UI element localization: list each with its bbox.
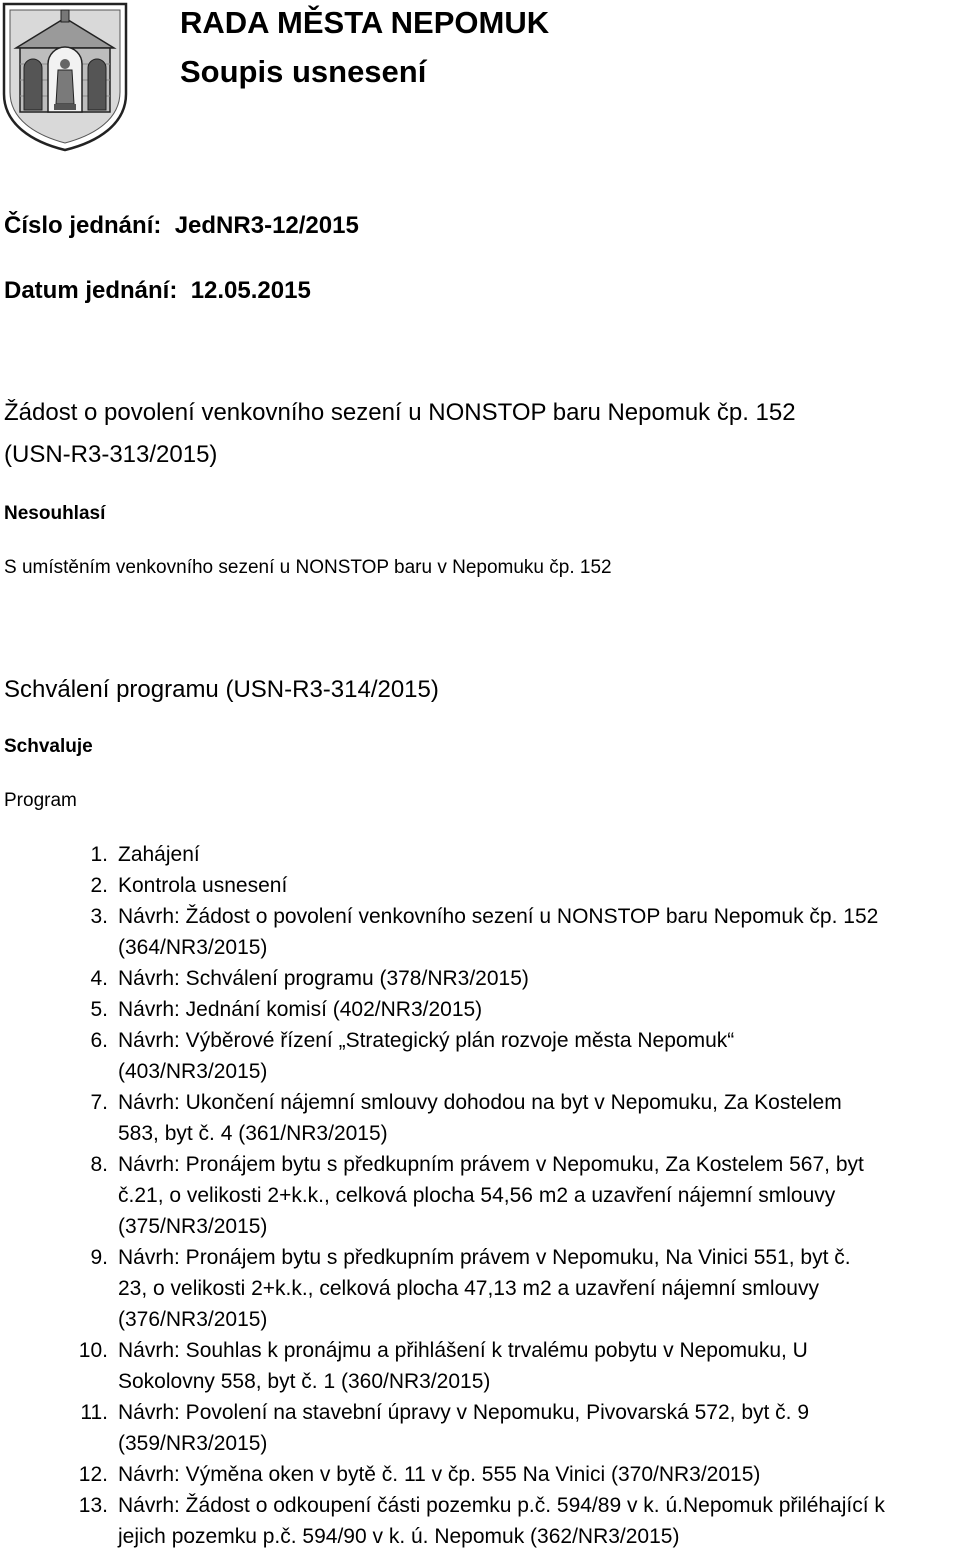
council-title: RADA MĚSTA NEPOMUK: [180, 5, 550, 40]
agenda-item-text: Návrh: Jednání komisí (402/NR3/2015): [118, 998, 483, 1021]
agenda-item-text: Návrh: Výměna oken v bytě č. 11 v čp. 555 Na Vinici (370/NR3/2015): [118, 1463, 761, 1486]
agenda-item-text: Návrh: Žádost o odkoupení části pozemku p.č. 594/89 v k. ú.Nepomuk přiléhající k: [118, 1494, 885, 1517]
meeting-number-value: JedNR3-12/2015: [174, 212, 359, 239]
resolution-text: Program: [4, 790, 77, 811]
agenda-item: [60, 839, 960, 870]
agenda-item-text: 23, o velikosti 2+k.k., celková plocha 47,13 m2 a uzavření nájemní smlouvy: [118, 1277, 819, 1300]
agenda-item-number: 12.: [78, 1463, 108, 1486]
agenda-item-number: 5.: [90, 998, 108, 1021]
agenda-item-number: 13.: [78, 1494, 108, 1517]
agenda-item: [60, 994, 960, 1025]
agenda-item: [60, 1459, 960, 1490]
agenda-item-text: (359/NR3/2015): [118, 1432, 268, 1455]
agenda-item: [60, 870, 960, 901]
resolution-number: (USN-R3-313/2015): [4, 441, 218, 468]
resolution-verdict: Schvaluje: [4, 736, 93, 757]
agenda-item-number: 2.: [90, 874, 108, 897]
agenda-item-number: 6.: [90, 1029, 108, 1052]
city-crest-icon: [2, 2, 128, 152]
agenda-item-text: č.21, o velikosti 2+k.k., celková plocha 54,56 m2 a uzavření nájemní smlouvy: [118, 1184, 836, 1207]
meeting-number: [4, 211, 359, 241]
agenda-item-text: (375/NR3/2015): [118, 1215, 268, 1238]
agenda-item-text: Sokolovny 558, byt č. 1 (360/NR3/2015): [118, 1370, 491, 1393]
agenda-item-text: Zahájení: [118, 843, 200, 866]
agenda-item-text: Návrh: Souhlas k pronájmu a přihlášení k trvalému pobytu v Nepomuku, U: [118, 1339, 808, 1362]
agenda-item: [60, 1490, 960, 1552]
agenda-item-number: 4.: [90, 967, 108, 990]
agenda-item: [60, 1025, 960, 1087]
agenda-item: [60, 1397, 960, 1459]
agenda-item: [60, 1087, 960, 1149]
agenda-item-number: 11.: [80, 1401, 108, 1424]
agenda-item-number: 3.: [90, 905, 108, 928]
resolution-title: Žádost o povolení venkovního sezení u NONSTOP baru Nepomuk čp. 152: [4, 399, 796, 426]
agenda-item-text: 583, byt č. 4 (361/NR3/2015): [118, 1122, 388, 1145]
agenda-item-text: Návrh: Pronájem bytu s předkupním právem v Nepomuku, Na Vinici 551, byt č.: [118, 1246, 851, 1269]
agenda-item-text: Návrh: Schválení programu (378/NR3/2015): [118, 967, 529, 990]
agenda-item: [60, 1335, 960, 1397]
agenda-item-number: 7.: [90, 1091, 108, 1114]
agenda-item-text: (376/NR3/2015): [118, 1308, 268, 1331]
agenda-item-number: 8.: [90, 1153, 108, 1176]
agenda-item-text: Návrh: Výběrové řízení „Strategický plán rozvoje města Nepomuk“: [118, 1029, 735, 1052]
agenda-item-text: Návrh: Povolení na stavební úpravy v Nepomuku, Pivovarská 572, byt č. 9: [118, 1401, 810, 1424]
resolution-verdict: Nesouhlasí: [4, 503, 106, 524]
meeting-number-label: Číslo jednání:: [4, 212, 162, 239]
meeting-date-value: 12.05.2015: [190, 277, 311, 304]
agenda-item-text: Návrh: Ukončení nájemní smlouvy dohodou na byt v Nepomuku, Za Kostelem: [118, 1091, 842, 1114]
resolution-text: S umístěním venkovního sezení u NONSTOP baru v Nepomuku čp. 152: [4, 557, 612, 578]
agenda-item-number: 9.: [90, 1246, 108, 1269]
meeting-date-label: Datum jednání:: [4, 277, 178, 304]
agenda-item-text: (364/NR3/2015): [118, 936, 268, 959]
agenda-item-number: 10.: [78, 1339, 108, 1362]
document-title: Soupis usnesení: [180, 54, 427, 89]
agenda-item-text: Kontrola usnesení: [118, 874, 288, 897]
agenda-item-text: Návrh: Pronájem bytu s předkupním právem v Nepomuku, Za Kostelem 567, byt: [118, 1153, 864, 1176]
agenda-item-number: 1.: [90, 843, 108, 866]
agenda-list: [60, 839, 960, 1552]
agenda-item-text: Návrh: Žádost o povolení venkovního sezení u NONSTOP baru Nepomuk čp. 152: [118, 905, 879, 928]
agenda-item-text: (403/NR3/2015): [118, 1060, 268, 1083]
agenda-item: [60, 1149, 960, 1242]
agenda-item: [60, 963, 960, 994]
agenda-item-text: jejich pozemku p.č. 594/90 v k. ú. Nepomuk (362/NR3/2015): [118, 1525, 680, 1548]
agenda-item: [60, 901, 960, 963]
document-header: [180, 4, 549, 91]
resolution-title: Schválení programu (USN-R3-314/2015): [4, 676, 439, 703]
meeting-date: [4, 276, 311, 306]
agenda-item: [60, 1242, 960, 1335]
